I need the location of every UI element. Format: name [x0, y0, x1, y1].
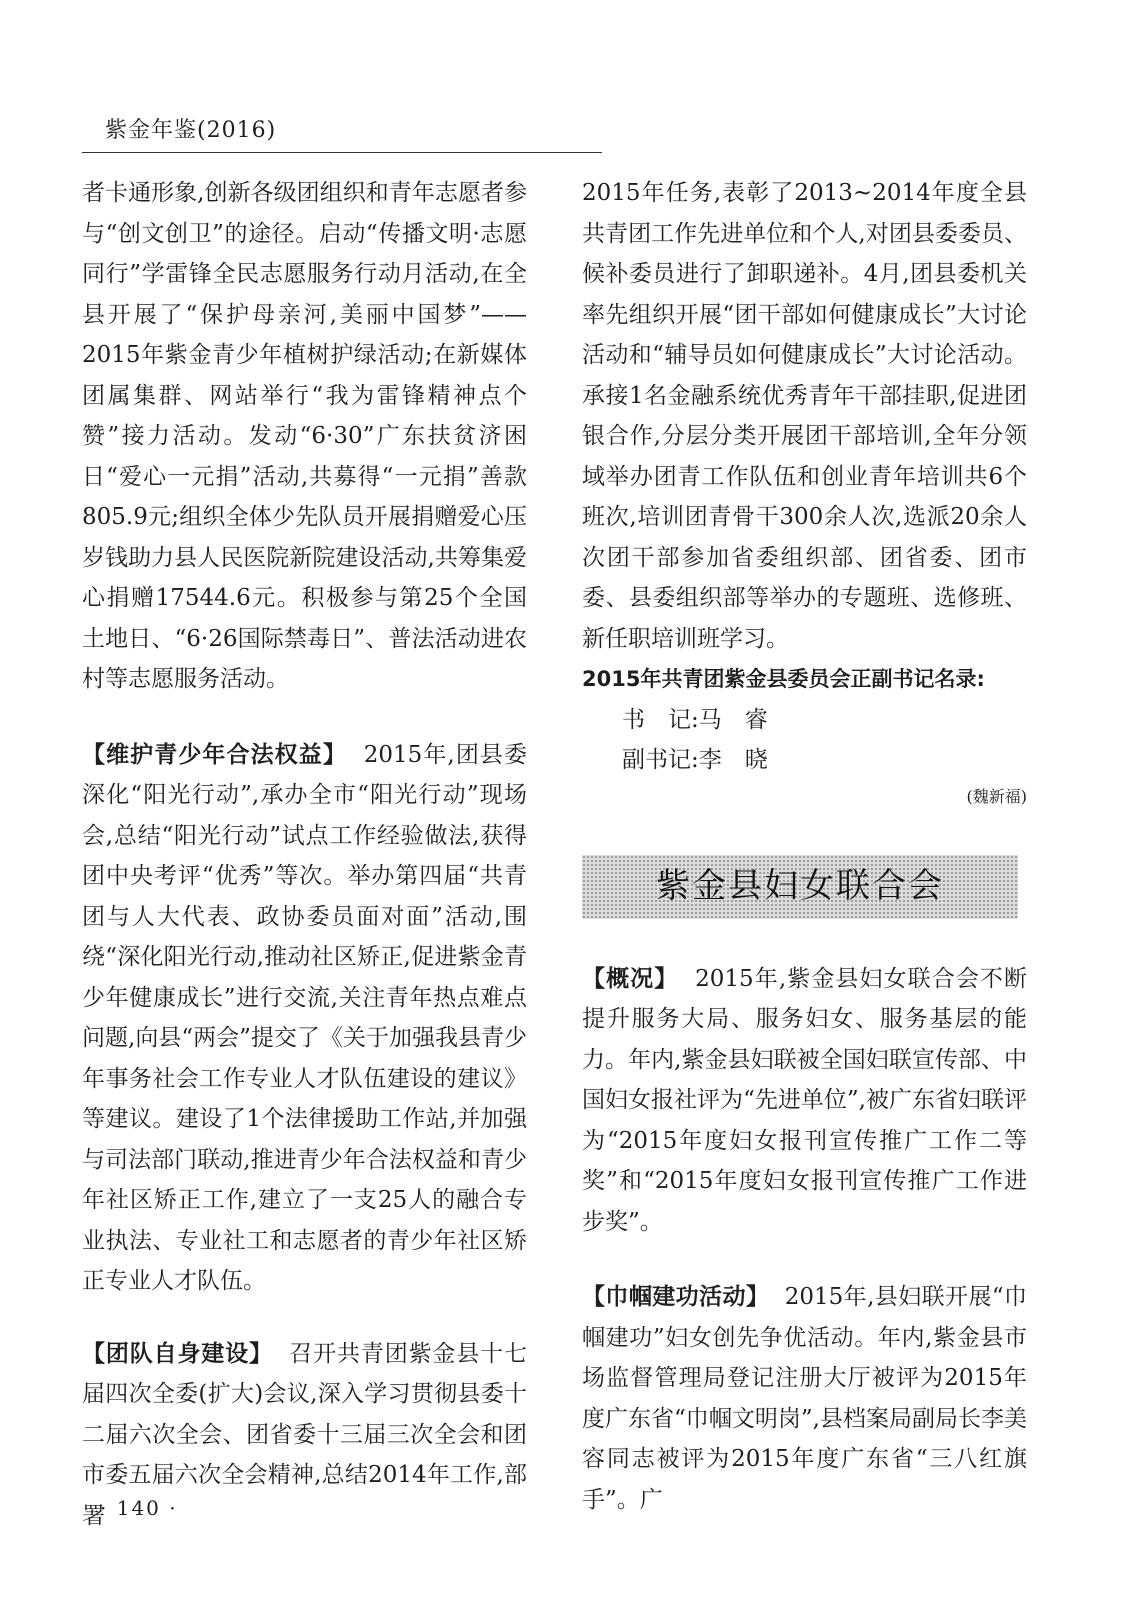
paragraph: 2015年任务,表彰了2013~2014年度全县共青团工作先进单位和个人,对团县委委员、候补委员进行了卸职递补。4月,团县委机关率先组织开展“团干部如何健康成长”大讨论活动和“辅导员如何健康成长”大讨论活动。承接1名金融系统优秀青年干部挂职,促进团银合作,分层分类开展团干部培训,全年分领域举办团青工作队伍和创业青年培训共6个班次,培训团青骨干300余人次,选派20余人次团干部参加省委组织部、团省委、团市委、县委组织部等举办的专题班、选修班、新任职培训班学习。: [582, 180, 1027, 652]
secretary-list-title: 2015年共青团紫金县委员会正副书记名录:: [582, 667, 985, 691]
header-rule: [82, 152, 602, 153]
section-heading: 【概况】: [582, 965, 679, 992]
running-title: 紫金年鉴(2016): [105, 118, 277, 143]
page-number: · 140 ·: [100, 1496, 178, 1520]
section-body: 召开共青团紫金县十七届四次全委(扩大)会议,深入学习贯彻县委十二届六次全会、团省委十三届三次全会和团市委五届六次全会精神,总结2014年工作,部署: [82, 1340, 528, 1529]
section-body: 2015年,县妇联开展“巾帼建功”妇女创先争优活动。年内,紫金县市场监督管理局登记注册大厅被评为2015年度广东省“巾帼文明岗”,县档案局副局长李美容同志被评为2015年度广东省“三八红旗手”。广: [582, 1284, 1028, 1513]
author-credit: (魏新福): [966, 786, 1027, 806]
paragraph: 者卡通形象,创新各级团组织和青年志愿者参与“创文创卫”的途径。启动“传播文明·志愿同行”学雷锋全民志愿服务行动月活动,在全县开展了“保护母亲河,美丽中国梦”——2015年紫金青少年植树护绿活动;在新媒体团属集群、网站举行“我为雷锋精神点个赞”接力活动。发动“6·30”广东扶贫济困日“爱心一元捐”活动,共募得“一元捐”善款805.9元;组织全体少先队员开展捐赠爱心压岁钱助力县人民医院新院建设活动,共筹集爱心捐赠17544.6元。积极参与第25个全国土地日、“6·26国际禁毒日”、普法活动进农村等志愿服务活动。: [82, 180, 527, 692]
right-column: [582, 173, 1027, 1520]
section-women-achievement: [582, 1277, 1027, 1520]
section-banner: 紫金县妇女联合会: [582, 855, 1018, 919]
section-body: 2015年,团县委深化“阳光行动”,承办全市“阳光行动”现场会,总结“阳光行动”试点工作经验做法,获得团中央考评“优秀”等次。举办第四届“共青团与人大代表、政协委员面对面”活动,围绕“深化阳光行动,推动社区矫正,促进紫金青少年健康成长”进行交流,关注青年热点难点问题,向县“两会”提交了《关于加强我县青少年事务社会工作专业人才队伍建设的建议》等建议。建设了1个法律援助工作站,并加强与司法部门联动,推进青少年合法权益和青少年社区矫正工作,建立了一支25人的融合专业执法、专业社工和志愿者的青少年社区矫正专业人才队伍。: [82, 741, 527, 1294]
section-heading: 【巾帼建功活动】: [582, 1284, 770, 1310]
deputy-secretary-entry: 副书记:李 晓: [622, 747, 768, 773]
section-heading: 【维护青少年合法权益】: [82, 741, 347, 768]
section-overview: [582, 959, 1027, 1243]
section-heading: 【团队自身建设】: [82, 1340, 273, 1367]
left-column: [82, 173, 527, 1536]
secretary-entry: 书 记:马 睿: [622, 706, 768, 733]
section-body: 2015年,紫金县妇女联合会不断提升服务大局、服务妇女、服务基层的能力。年内,紫金县妇联被全国妇联宣传部、中国妇女报社评为“先进单位”,被广东省妇联评为“2015年度妇女报刊宣传推广工作二等奖”和“2015年度妇女报刊宣传推广工作进步奖”。: [582, 965, 1027, 1235]
section-youth-rights: [82, 735, 527, 1302]
